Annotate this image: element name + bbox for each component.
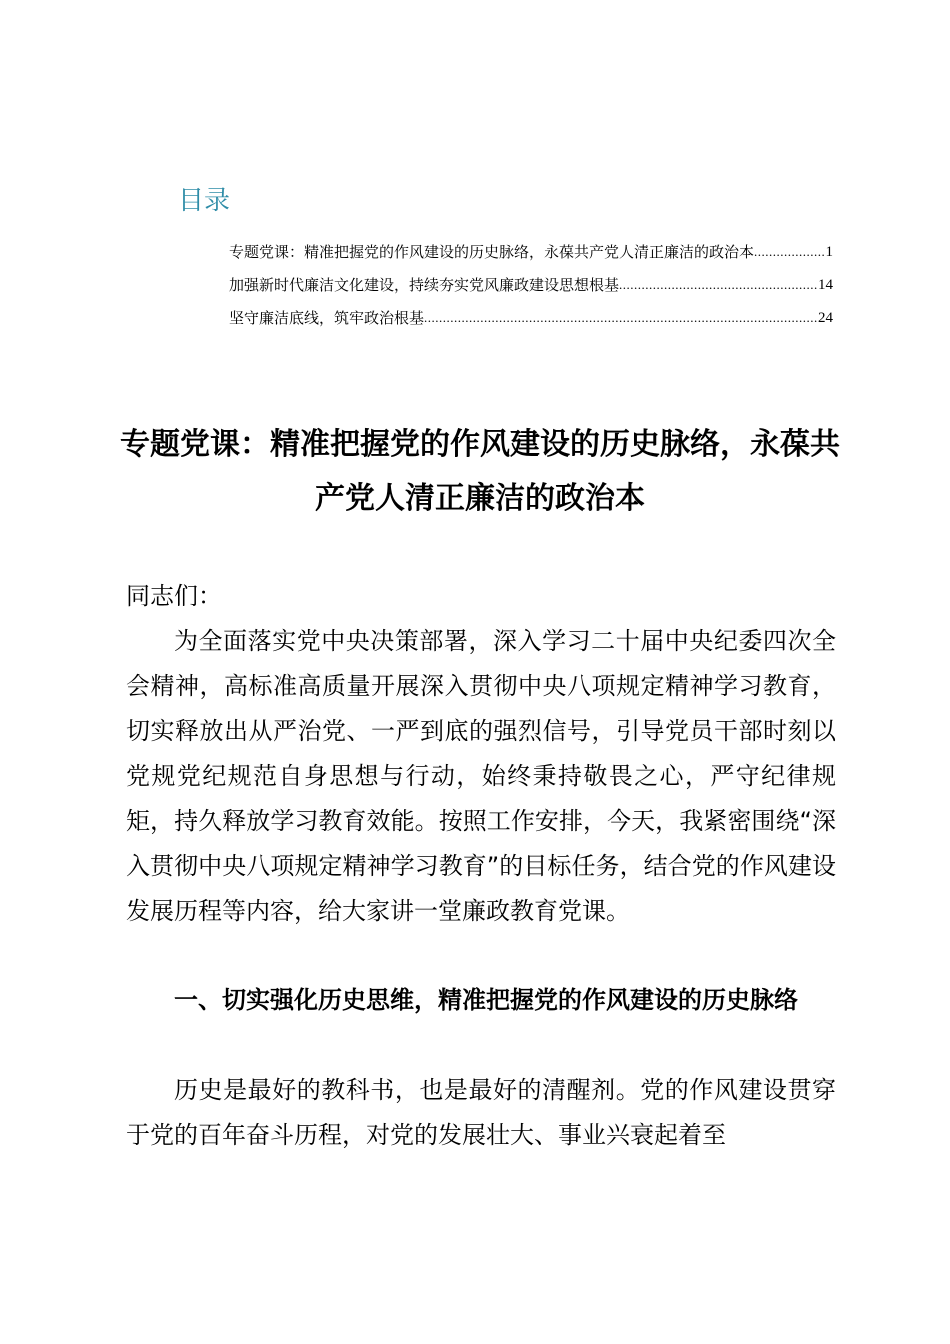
toc-entry-title[interactable]: 坚守廉洁底线，筑牢政治根基	[229, 309, 425, 327]
toc-entry-page[interactable]: 14	[818, 277, 833, 293]
toc-entry-title[interactable]: 专题党课：精准把握党的作风建设的历史脉络，永葆共产党人清正廉洁的政治本	[229, 243, 755, 261]
salutation: 同志们：	[126, 582, 222, 610]
toc-list	[229, 229, 833, 328]
toc-entry-page[interactable]: 24	[818, 310, 833, 326]
toc-dot-leader	[619, 275, 818, 295]
body-paragraph: 历史是最好的教科书，也是最好的清醒剂。党的作风建设贯穿于党的百年奋斗历程，对党的发展壮大、事业兴衰起着至	[126, 1076, 836, 1149]
toc-entry-page[interactable]: 1	[825, 244, 833, 260]
body-paragraph: 为全面落实党中央决策部署，深入学习二十届中央纪委四次全会精神，高标准高质量开展深入贯彻中央八项规定精神学习教育，切实释放出从严治党、一严到底的强烈信号，引导党员干部时刻以党规党纪规范自身思想与行动，始终秉持敬畏之心，严守纪律规矩，持久释放学习教育效能。按照工作安排，今天，我紧密围绕“深入贯彻中央八项规定精神学习教育”的目标任务，结合党的作风建设发展历程等内容，给大家讲一堂廉政教育党课。	[126, 627, 836, 925]
toc-entry[interactable]	[229, 229, 833, 262]
toc-entry-title[interactable]: 加强新时代廉洁文化建设，持续夯实党风廉政建设思想根基	[229, 276, 620, 294]
document-title: 专题党课：精准把握党的作风建设的历史脉络，永葆共产党人清正廉洁的政治本	[120, 427, 840, 516]
toc-heading: 目录	[178, 186, 231, 216]
toc-dot-leader	[424, 308, 818, 328]
toc-entry[interactable]	[229, 295, 833, 328]
toc-dot-leader	[754, 242, 825, 262]
toc-entry[interactable]	[229, 262, 833, 295]
section-heading: 一、切实强化历史思维，精准把握党的作风建设的历史脉络	[174, 986, 798, 1014]
